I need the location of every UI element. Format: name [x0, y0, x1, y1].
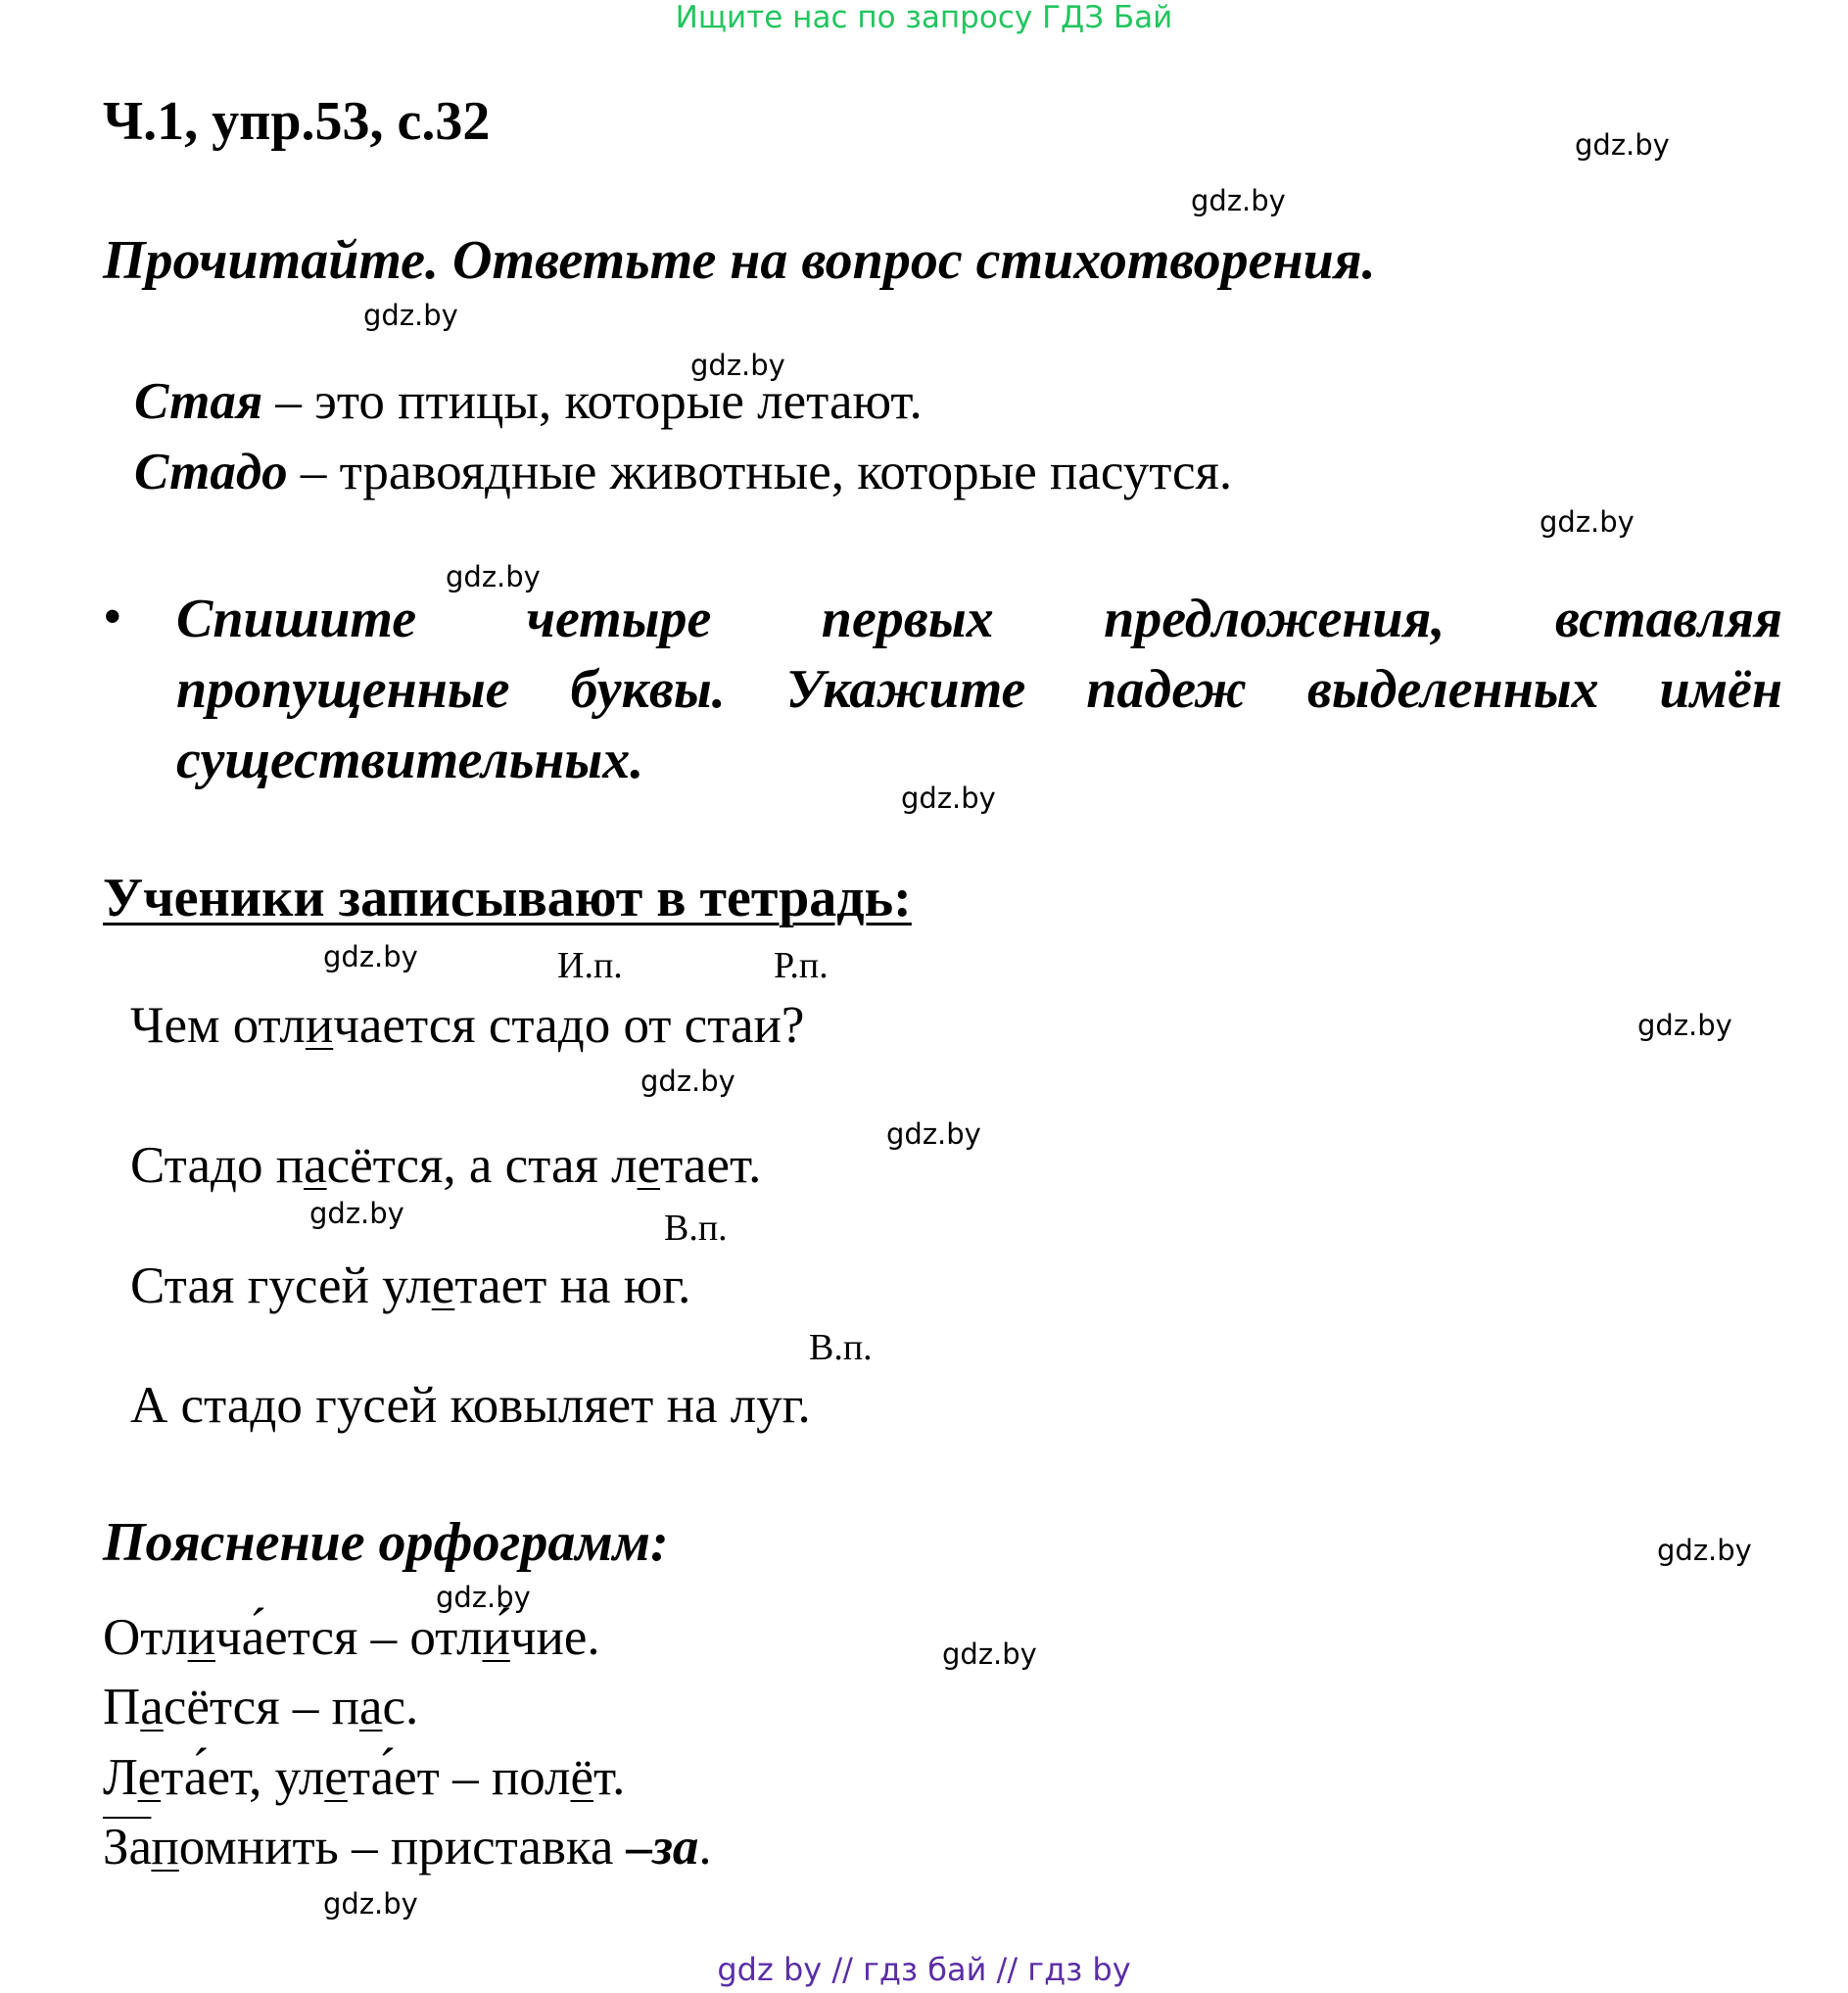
- watermark: gdz.by: [1575, 128, 1670, 162]
- spelling-letter: а: [140, 1679, 164, 1735]
- explanation-1: [103, 1608, 600, 1667]
- text: .: [698, 1819, 712, 1875]
- definition-text: – травоядные животные, которые пасутся.: [287, 444, 1233, 500]
- text: омнить – приставка: [178, 1819, 627, 1875]
- sentence-4: А стадо гусей ковыляет на луг.: [130, 1377, 811, 1434]
- watermark: gdz.by: [436, 1581, 531, 1614]
- definition-flock: [134, 372, 923, 431]
- case-label: В.п.: [809, 1327, 873, 1368]
- text: ча́ется – отл: [214, 1609, 483, 1666]
- students-heading: Ученики записывают в тетрадь:: [103, 868, 912, 928]
- footer-links[interactable]: gdz by // гдз бай // гдз by: [717, 1951, 1131, 1988]
- task-instruction: Прочитайте. Ответьте на вопрос стихотворения.: [103, 230, 1376, 291]
- watermark: gdz.by: [690, 349, 785, 382]
- watermark: gdz.by: [309, 1197, 404, 1230]
- case-label: И.п.: [557, 945, 623, 986]
- text: сётся, а стая л: [326, 1137, 638, 1194]
- watermark: gdz.by: [446, 560, 541, 593]
- definition-term: Стадо: [134, 444, 288, 500]
- watermark: gdz.by: [1191, 184, 1286, 217]
- explanation-4: [103, 1818, 712, 1876]
- search-banner[interactable]: Ищите нас по запросу ГДЗ Бай: [675, 0, 1173, 35]
- inserted-letter: а: [304, 1137, 327, 1194]
- case-label: В.п.: [664, 1208, 728, 1249]
- text: та́ет, ул: [161, 1749, 325, 1806]
- text: тает.: [660, 1137, 762, 1194]
- text: тает на юг.: [454, 1257, 691, 1314]
- watermark: gdz.by: [1637, 1009, 1732, 1042]
- case-label: Р.п.: [774, 945, 829, 986]
- spelling-letter: и: [187, 1609, 215, 1666]
- prefix-marked: За: [103, 1819, 152, 1875]
- text: сётся – п: [163, 1679, 359, 1735]
- task-copy-instruction: [176, 584, 1782, 795]
- spelling-letter: и́: [482, 1609, 510, 1666]
- inserted-letter: е: [637, 1137, 661, 1194]
- task-line: существительных.: [176, 730, 644, 790]
- spelling-letter: е: [137, 1749, 162, 1806]
- text: Стадо п: [130, 1137, 305, 1194]
- watermark: gdz.by: [323, 940, 418, 973]
- watermark: gdz.by: [363, 299, 458, 332]
- explanation-heading: Пояснение орфограмм:: [103, 1512, 669, 1573]
- watermark: gdz.by: [942, 1637, 1037, 1671]
- spelling-letter: а: [358, 1679, 383, 1735]
- inserted-letter: е: [431, 1257, 455, 1314]
- exercise-title: Ч.1, упр.53, с.32: [103, 91, 491, 152]
- text: Л: [103, 1749, 138, 1806]
- definition-term: Стая: [134, 373, 263, 430]
- watermark: gdz.by: [886, 1117, 981, 1151]
- text: с.: [382, 1679, 419, 1735]
- watermark: gdz.by: [640, 1065, 735, 1098]
- task-line: пропущенные буквы. Укажите падеж выделенных имён: [176, 659, 1782, 720]
- prefix: –за: [626, 1819, 699, 1875]
- text: Стая гусей ул: [130, 1257, 432, 1314]
- explanation-3: [103, 1748, 625, 1807]
- text: Чем отл: [130, 997, 306, 1054]
- text: П: [103, 1679, 141, 1735]
- bullet: •: [103, 587, 122, 647]
- sentence-2: [130, 1136, 761, 1195]
- text: та́ет – пол: [347, 1749, 571, 1806]
- spelling-letter: ё: [570, 1749, 593, 1806]
- text: Отл: [103, 1609, 188, 1666]
- watermark: gdz.by: [1540, 505, 1635, 539]
- task-line: Спишите четыре первых предложения, вставляя: [176, 589, 1782, 649]
- watermark: gdz.by: [901, 782, 996, 815]
- spelling-letter: е: [324, 1749, 348, 1806]
- definition-herd: [134, 443, 1232, 501]
- text: т.: [592, 1749, 626, 1806]
- watermark: gdz.by: [1657, 1534, 1752, 1567]
- sentence-3: [130, 1257, 690, 1315]
- watermark: gdz.by: [323, 1887, 418, 1921]
- text: чие.: [509, 1609, 600, 1666]
- sentence-1: [130, 996, 804, 1055]
- text: чается стадо от стаи?: [333, 997, 805, 1054]
- explanation-2: [103, 1678, 418, 1736]
- definition-text: – это птицы, которые летают.: [262, 373, 923, 430]
- inserted-letter: и: [305, 997, 334, 1054]
- spelling-letter: п: [151, 1819, 179, 1875]
